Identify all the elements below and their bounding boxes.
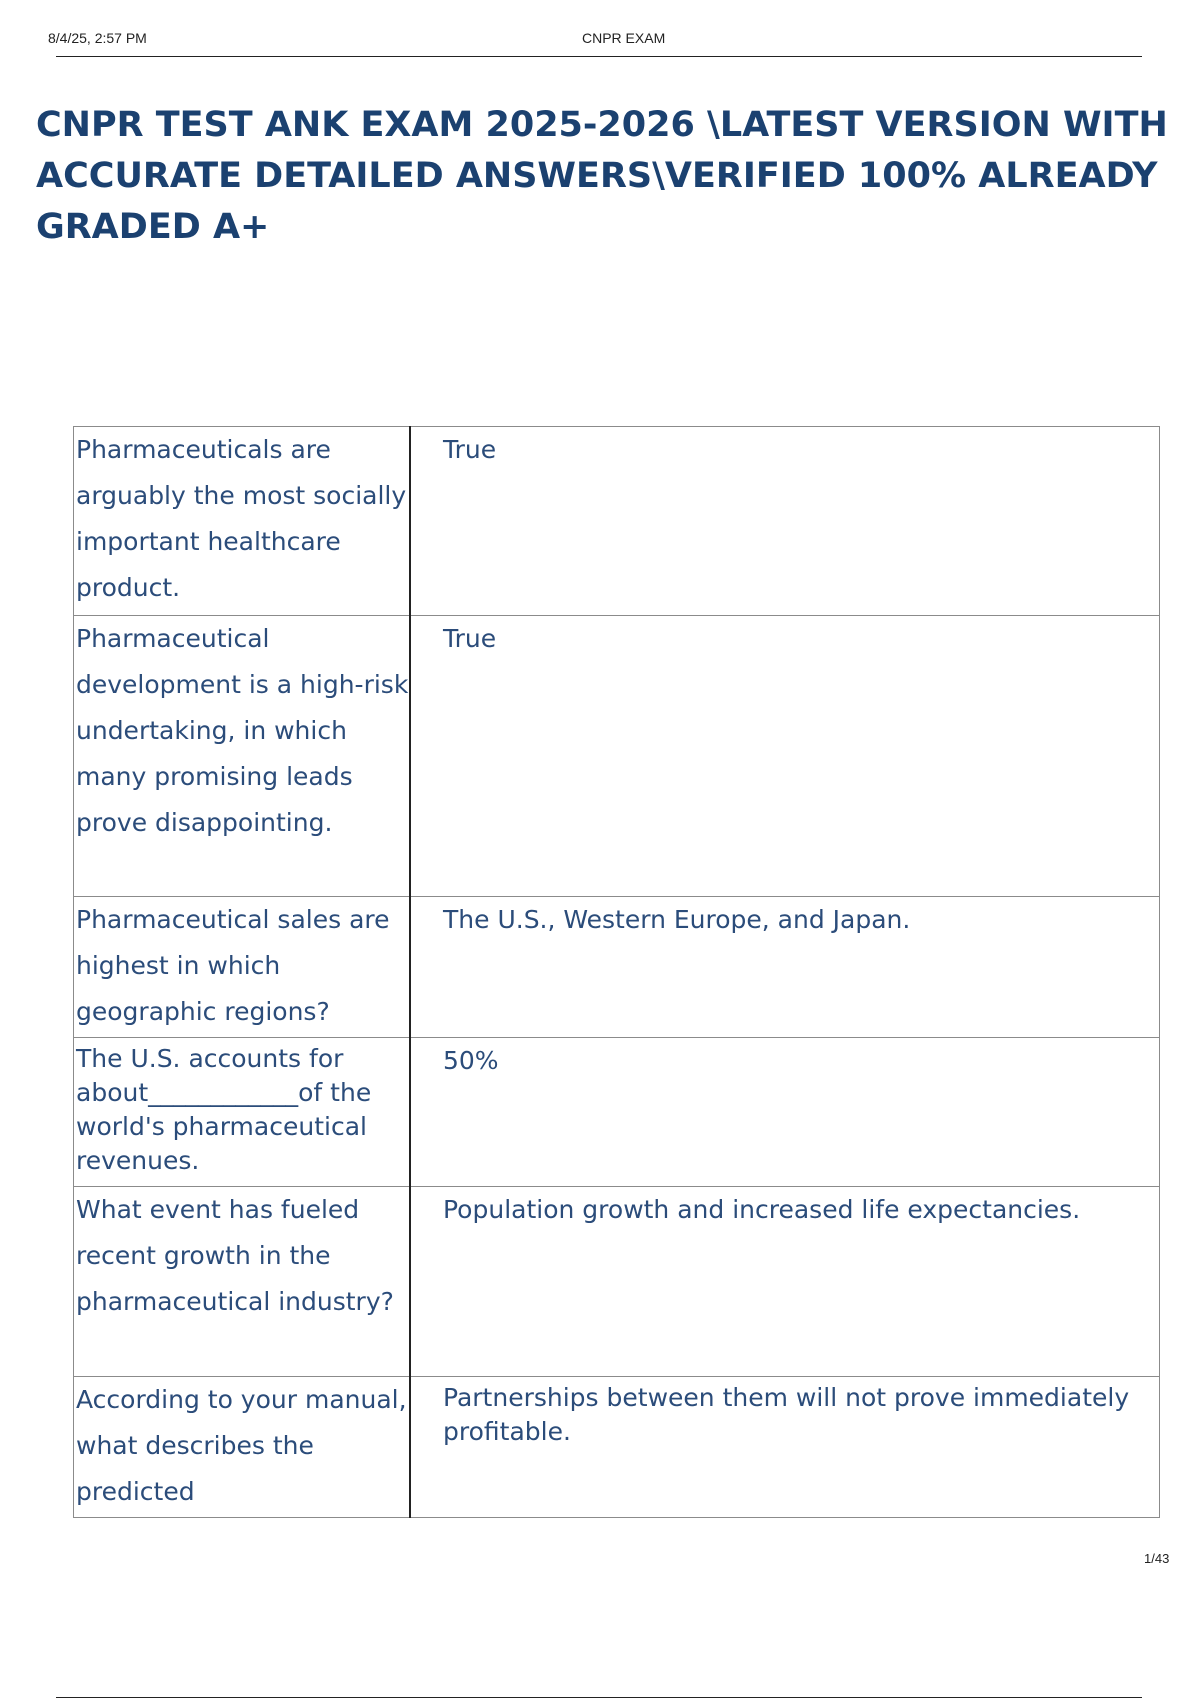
table-row — [74, 427, 1160, 616]
answer-cell: True — [410, 616, 1160, 897]
table-row — [74, 616, 1160, 897]
print-header-title: CNPR EXAM — [582, 30, 666, 46]
answer-cell: The U.S., Western Europe, and Japan. — [410, 897, 1160, 1038]
table-row — [74, 1038, 1160, 1187]
table-row — [74, 1377, 1160, 1518]
answer-cell: 50% — [410, 1038, 1160, 1187]
print-datetime: 8/4/25, 2:57 PM — [48, 30, 147, 46]
answer-cell: True — [410, 427, 1160, 616]
page-number: 1/43 — [1144, 1551, 1170, 1566]
question-cell: The U.S. accounts for about____________of the world's pharmaceutical revenues. — [74, 1038, 411, 1187]
document-title: CNPR TEST ANK EXAM 2025-2026 \LATEST VERSION WITH ACCURATE DETAILED ANSWERS\VERIFIED 100% ALREADY GRADED A+ — [36, 105, 1168, 247]
table-row — [74, 897, 1160, 1038]
footer-divider — [56, 1697, 1142, 1698]
header-divider — [56, 56, 1142, 57]
table-row — [74, 1187, 1160, 1377]
question-cell: Pharmaceutical sales are highest in which geographic regions? — [74, 897, 411, 1038]
answer-cell: Partnerships between them will not prove immediately profitable. — [410, 1377, 1160, 1518]
question-cell: According to your manual, what describes the predicted — [74, 1377, 411, 1518]
question-cell: What event has fueled recent growth in the pharmaceutical industry? — [74, 1187, 411, 1377]
answer-cell: Population growth and increased life expectancies. — [410, 1187, 1160, 1377]
qa-table — [73, 426, 1160, 1518]
question-cell: Pharmaceuticals are arguably the most socially important healthcare product. — [74, 427, 411, 616]
question-cell: Pharmaceutical development is a high-risk undertaking, in which many promising leads prove disappointing. — [74, 616, 411, 897]
